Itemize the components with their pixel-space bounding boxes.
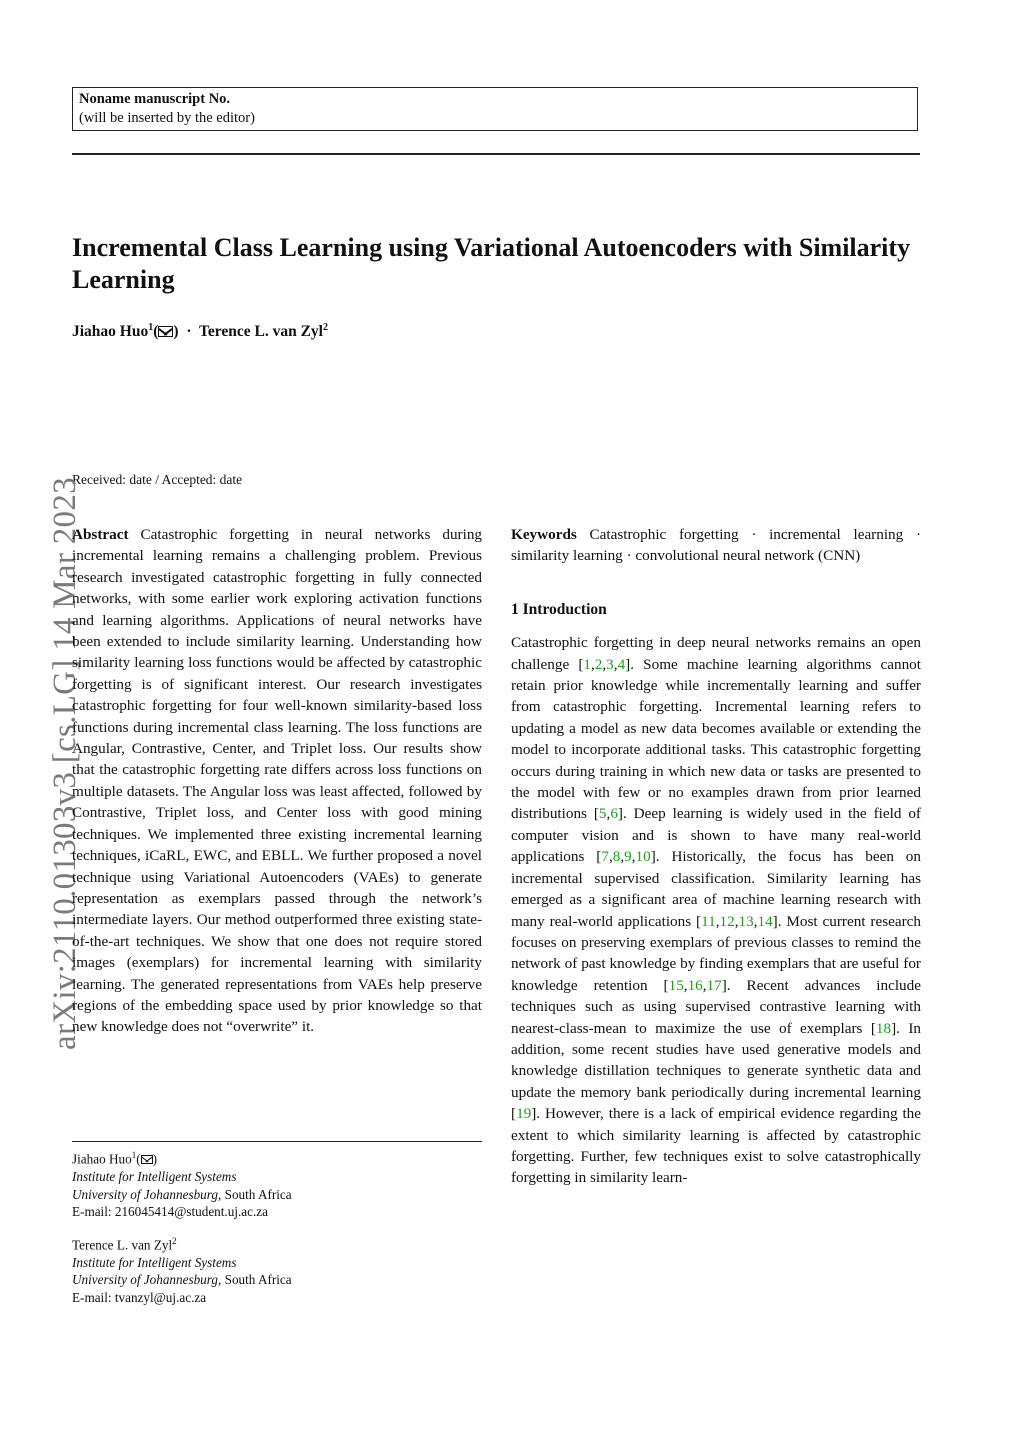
footnote-university: University of Johannesburg (72, 1186, 219, 1202)
intro-text-8: ]. However, there is a lack of empirical evidence regarding the extent to which similarity learning is affected by catastrophic forgetting. Further, few techniques exist to solve catastrophically forgetting in similarity learn- (511, 1105, 921, 1187)
author-2-name: Terence L. van Zyl (198, 323, 323, 341)
citation-link[interactable]: 7 (601, 848, 609, 866)
citation-link[interactable]: 17 (706, 976, 722, 994)
abstract-heading: Abstract (72, 526, 129, 543)
citation-link[interactable]: 19 (516, 1105, 532, 1123)
footnote-author-2 (72, 1233, 492, 1307)
header-rule (72, 153, 920, 155)
footnote-country: , South Africa (218, 1272, 292, 1288)
received-accepted-dates: Received: date / Accepted: date (72, 472, 243, 487)
author-line: Jiahao Huo$^1$( ) · Terence L. van Zyl$^2$ (72, 322, 328, 341)
intro-text-3: ]. Deep learning is widely used in the field of computer vision and is shown to have many real-world applications [ (511, 805, 921, 866)
citation-link[interactable]: 9 (624, 848, 632, 866)
footnote-university: University of Johannesburg (72, 1272, 219, 1288)
citation-link[interactable]: 2 (594, 655, 603, 673)
intro-text-5: ]. Most current research focuses on preserving exemplars of previous classes to remind the network of past knowledge by finding exemplars that are useful for knowledge retention [ (511, 912, 921, 994)
section-heading-introduction: 1 Introduction (511, 600, 607, 618)
author-1-affiliation: 1 (148, 322, 154, 333)
footnote-rule (72, 1141, 482, 1142)
intro-text-6: ]. Recent advances include techniques such as using supervised contrastive learning with nearest-class-mean to maximize the use of exemplars [ (511, 976, 921, 1037)
citation-link[interactable]: 13 (738, 912, 754, 930)
intro-text-4: ]. Historically, the focus has been on incremental supervised classification. Similarity learning has emerged as a significant area of machine learning research with many real-world applications [ (511, 848, 921, 930)
author-separator: · (186, 323, 192, 341)
footnote-sup: 1 (131, 1150, 137, 1160)
abstract (72, 524, 482, 1038)
intro-text-1: Catastrophic forgetting in deep neural networks remains an open challenge [ (511, 634, 921, 673)
citation-link[interactable]: 3 (606, 655, 614, 673)
citation-link[interactable]: 18 (875, 1019, 892, 1037)
envelope-icon (158, 326, 173, 337)
paper-title: Incremental Class Learning using Variational Autoencoders with Similarity Learning (72, 233, 911, 294)
footnote-email[interactable]: E-mail: 216045414@student.uj.ac.za (72, 1204, 268, 1220)
author-1-name: Jiahao Huo (72, 323, 149, 341)
citation-link[interactable]: 4 (617, 655, 626, 673)
right-column (511, 524, 921, 1189)
abstract-text: Catastrophic forgetting in neural networks during incremental learning remains a challenging problem. Previous research investigated catastrophic forgetting in fully connected networks, with some earlier work exploring activation functions and learning algorithms. Applications of neural networks have been extended to include similarity learning. Understanding how similarity learning loss functions would be affected by catastrophic forgetting is of significant interest. Our research investigates catastrophic forgetting for four well-known similarity-based loss functions during incremental class learning. The loss functions are Angular, Contrastive, Center, and Triplet loss. Our results show that the catastrophic forgetting rate differs across loss functions on multiple datasets. The Angular loss was least affected, followed by Contrastive, Triplet loss, and Center loss with good mining techniques. We implemented three existing incremental learning techniques, iCaRL, EWC, and EBLL. We further proposed a novel technique using Variational Autoencoders (VAEs) to generate representation as exemplars passed through the network’s intermediate layers. Our method outperformed three existing state-of-the-art techniques. We show that one does not require stored images (exemplars) for incremental learning with similarity learning. The generated representations from VAEs help preserve regions of the embedding space used by prior knowledge so that new knowledge does not “overwrite” it. (72, 526, 483, 1036)
citation-link[interactable]: 6 (610, 805, 618, 823)
citation-link[interactable]: 8 (612, 848, 621, 866)
author-2-affiliation: 2 (323, 322, 328, 333)
footnote-name: Terence L. van Zyl (72, 1237, 173, 1253)
envelope-icon (141, 1155, 153, 1164)
keywords (511, 524, 921, 567)
citation-link[interactable]: 12 (719, 912, 735, 930)
author-footnotes (72, 1147, 492, 1307)
citation-link[interactable]: 1 (583, 655, 591, 673)
footnote-name: Jiahao Huo (72, 1151, 132, 1167)
manuscript-number: Noname manuscript No. (79, 91, 231, 107)
intro-text-7: ]. In addition, some recent studies have used generative models and knowledge distillation techniques to generate synthetic data and update the memory bank periodically during incremental learning [ (511, 1019, 921, 1123)
keywords-text: Catastrophic forgetting · incremental learning · similarity learning · convolutional neural network (CNN) (511, 526, 922, 565)
citation-link[interactable]: 10 (635, 848, 651, 866)
introduction-text: Catastrophic forgetting in deep neural networks remains an open challenge [1,2,3,4]. Some machine learning algorithms cannot retain prior knowledge while incrementally learning and suffer from catastrophic forgetting. Incremental learning refers to updating a model as new data becomes available or extending the model to incorporate additional tasks. This catastrophic forgetting occurs during training in which new data or tasks are presented to the model with few or no examples drawn from prior learned distributions [5,6]. Deep learning is widely used in the field of computer vision and is shown to have many real-world applications [7,8,9,10]. Historically, the focus has been on incremental supervised classification. Similarity learning has emerged as a significant area of machine learning research with many real-world applications [11,12,13,14]. Most current research focuses on preserving exemplars of previous classes to remind the network of past knowledge by finding exemplars that are useful for knowledge retention [15,16,17]. Recent advances include techniques such as using supervised contrastive learning with nearest-class-mean to maximize the use of exemplars [18]. In addition, some recent studies have used generative models and knowledge distillation techniques to generate synthetic data and update the memory bank periodically during incremental learning [19]. However, there is a lack of empirical evidence regarding the extent to which similarity learning is affected by catastrophic forgetting. Further, few techniques exist to solve catastrophically forgetting in similarity learn- (511, 634, 921, 1187)
editor-note: (will be inserted by the editor) (79, 110, 255, 126)
citation-link[interactable]: 15 (668, 976, 684, 994)
citation-link[interactable]: 14 (757, 912, 773, 930)
citation-link[interactable]: 11 (701, 912, 716, 930)
footnote-author-1: Jiahao Huo$^1$( ) Institute for Intelligent Systems University of Johannesburg, South Africa E-mail: 216045414@student.uj.ac.za (72, 1147, 492, 1221)
arxiv-watermark: arXiv:2110.01303v3 [cs.LG] 14 Mar 2023 (47, 477, 83, 1050)
citation-link[interactable]: 16 (687, 976, 703, 994)
manuscript-header-box (72, 87, 918, 131)
citation-link[interactable]: 5 (598, 805, 607, 823)
keywords-heading: Keywords (511, 526, 577, 543)
footnote-sup: 2 (172, 1235, 177, 1246)
intro-text-2: ]. Some machine learning algorithms cannot retain prior knowledge while incrementally learning and suffer from catastrophic forgetting. Incremental learning refers to updating a model as new data becomes available or extending the model to incorporate additional tasks. This catastrophic forgetting occurs during training in which new data or tasks are presented to the model with few or no examples drawn from prior learned distributions [ (511, 655, 921, 823)
footnote-country: , South Africa (218, 1186, 292, 1202)
footnote-email[interactable]: E-mail: tvanzyl@uj.ac.za (72, 1289, 207, 1305)
footnote-institute: Institute for Intelligent Systems (72, 1254, 237, 1270)
footnote-institute: Institute for Intelligent Systems (72, 1168, 237, 1184)
